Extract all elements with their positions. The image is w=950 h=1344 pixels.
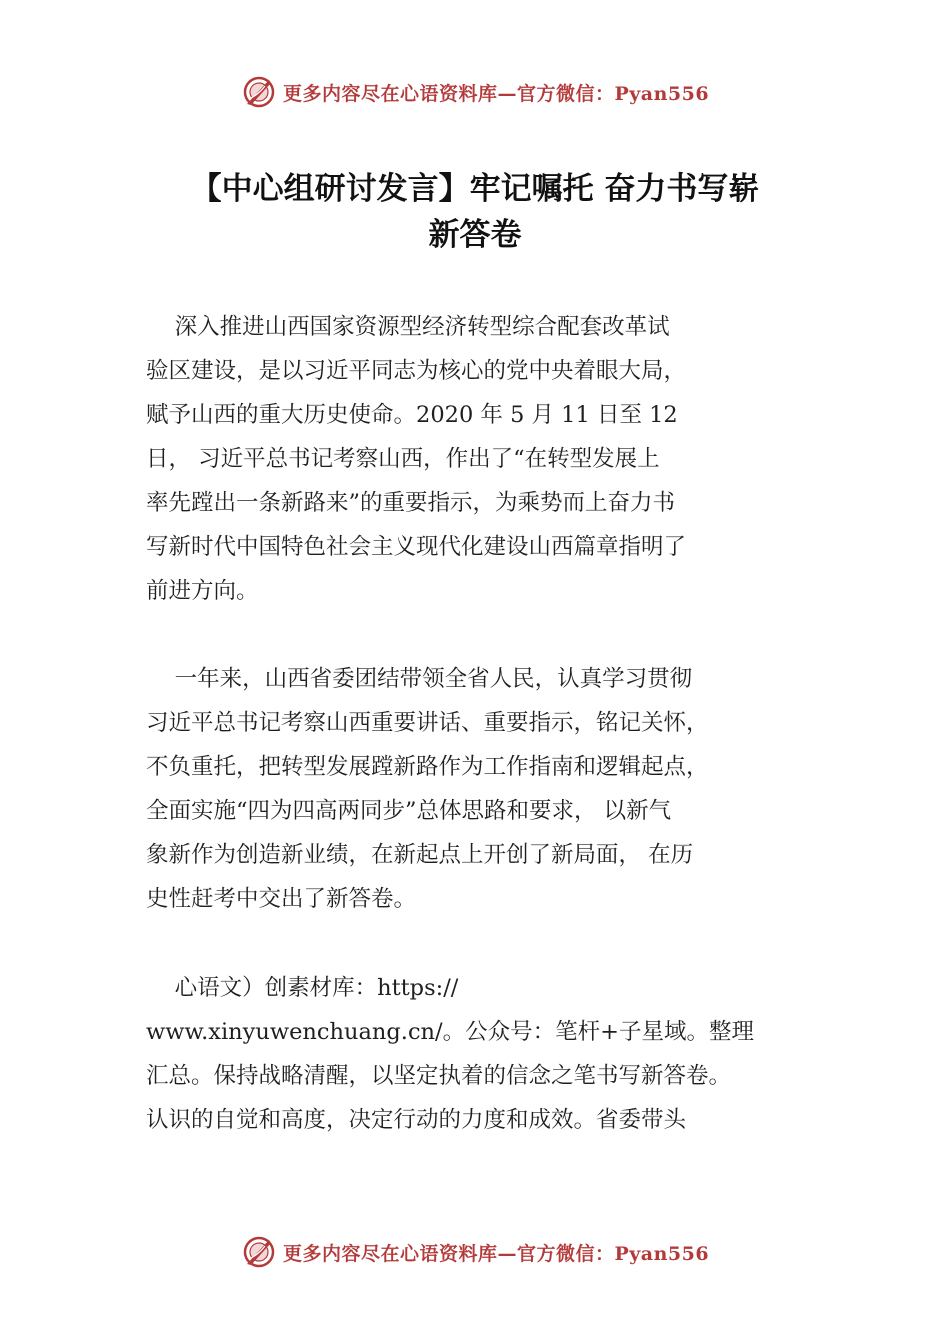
quill-seal-icon — [241, 1234, 277, 1270]
footer-watermark — [0, 1230, 950, 1274]
text-line: 汇总。保持战略清醒，以坚定执着的信念之笔书写新答卷。 — [146, 1063, 732, 1089]
header-watermark — [0, 70, 950, 114]
text-line: 习近平总书记考察山西重要讲话、重要指示，铭记关怀， — [146, 710, 709, 736]
quill-seal-icon — [241, 74, 277, 110]
text-line: 深入推进山西国家资源型经济转型综合配套改革试 — [146, 314, 670, 340]
text-line: 认识的自觉和高度，决定行动的力度和成效。省委带头 — [146, 1107, 687, 1133]
title-line: 新答卷 — [428, 217, 522, 253]
title-line: 【中心组研讨发言】牢记嘱托 奋力书写崭 — [190, 171, 760, 207]
document-title — [100, 166, 850, 258]
text-line: 全面实施“四为四高两同步”总体思路和要求， 以新气 — [146, 798, 672, 824]
text-line: 心语文）创素材库：https:// — [146, 975, 459, 1001]
text-line: 验区建设，是以习近平同志为核心的党中央着眼大局， — [146, 358, 687, 384]
text-line: 日， 习近平总书记考察山西，作出了“在转型发展上 — [146, 446, 660, 472]
watermark-text: 更多内容尽在心语资料库—官方微信：Pyan556 — [282, 1242, 710, 1265]
text-line: 写新时代中国特色社会主义现代化建设山西篇章指明了 — [146, 534, 687, 560]
text-line: 象新作为创造新业绩，在新起点上开创了新局面， 在历 — [146, 842, 694, 868]
text-line: www.xinyuwenchuang.cn/。公众号：笔杆+子星域。整理 — [146, 1019, 754, 1045]
paragraph-2 — [146, 657, 846, 921]
text-line: 一年来，山西省委团结带领全省人民，认真学习贯彻 — [146, 666, 693, 692]
text-line: 史性赶考中交出了新答卷。 — [146, 886, 417, 912]
text-line: 不负重托，把转型发展蹚新路作为工作指南和逻辑起点， — [146, 754, 709, 780]
text-line: 前进方向。 — [146, 578, 259, 604]
watermark-text: 更多内容尽在心语资料库—官方微信：Pyan556 — [282, 82, 710, 105]
paragraph-1 — [146, 305, 846, 613]
text-line: 率先蹚出一条新路来”的重要指示，为乘势而上奋力书 — [146, 490, 676, 516]
paragraph-3 — [146, 966, 846, 1142]
text-line: 赋予山西的重大历史使命。2020 年 5 月 11 日至 12 — [146, 402, 678, 428]
